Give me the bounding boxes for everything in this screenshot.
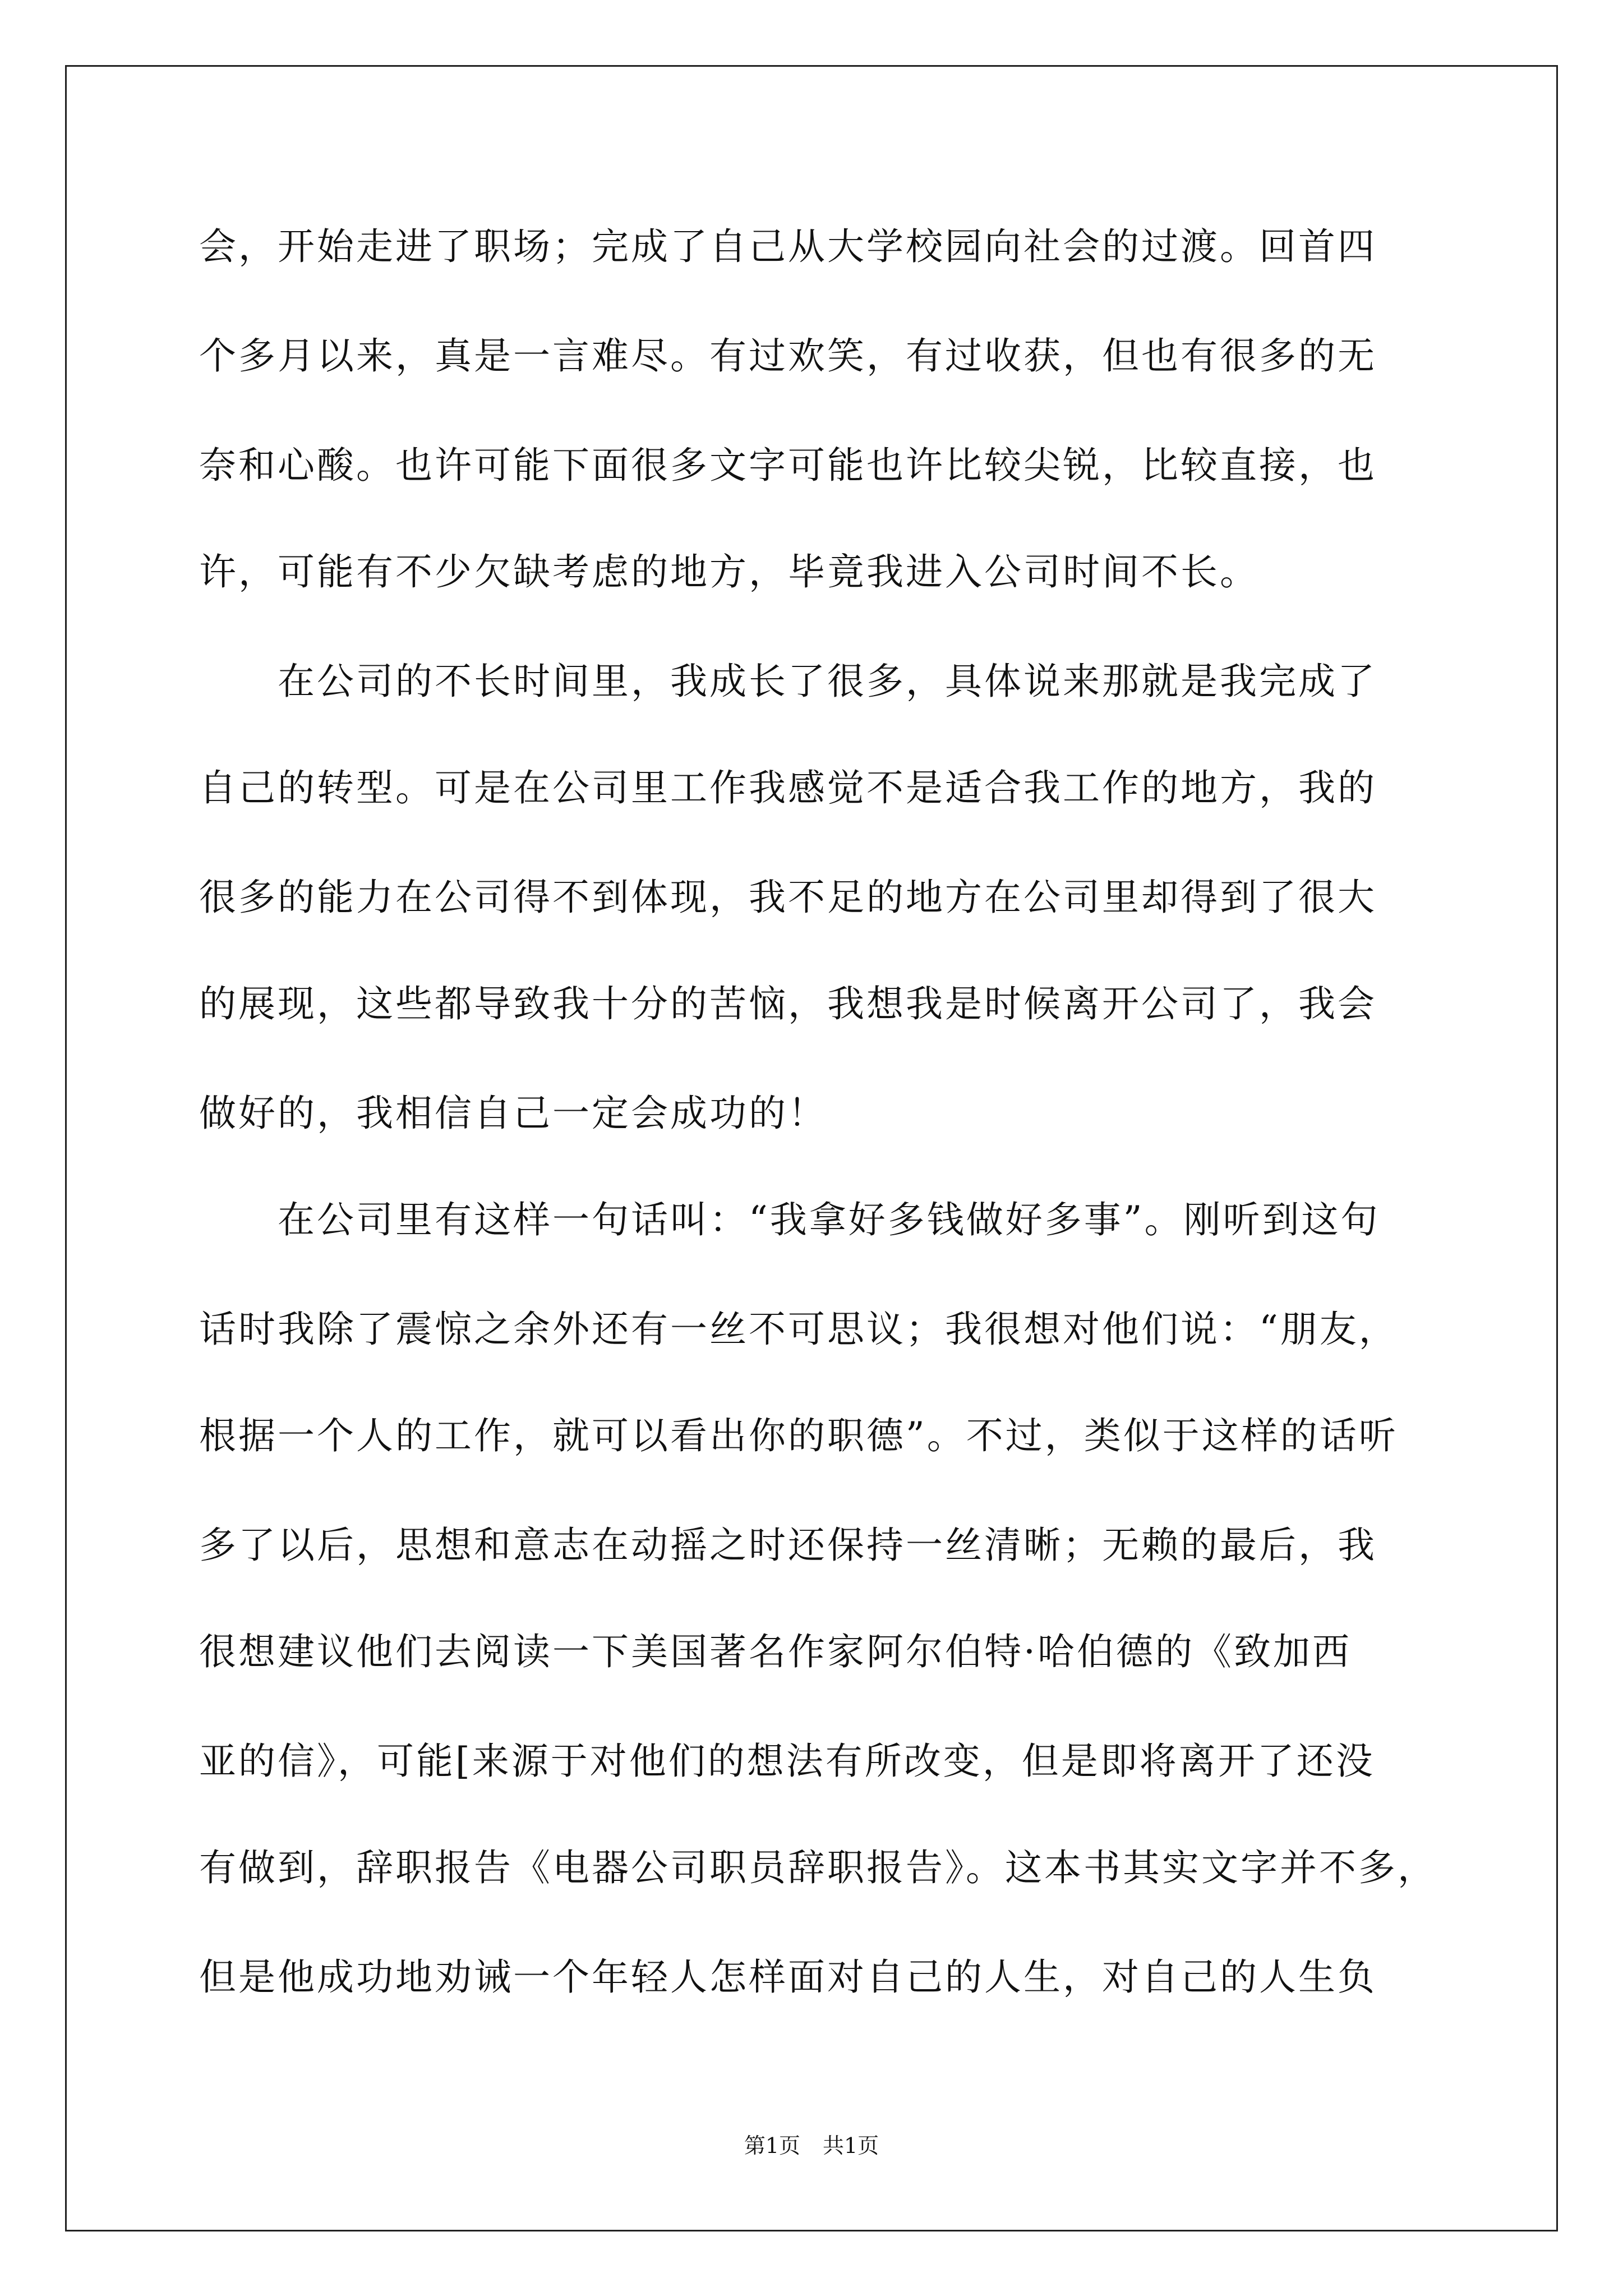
- page-footer: [0, 2132, 1623, 2160]
- body-line: 做好的，我相信自己一定会成功的！: [199, 1092, 827, 1135]
- body-line: 很想建议他们去阅读一下美国著名作家阿尔伯特·哈伯德的《致加西: [199, 1630, 1352, 1673]
- body-line: 会，开始走进了职场；完成了自己从大学校园向社会的过渡。回首四: [199, 225, 1377, 268]
- page-border: [65, 65, 1558, 2231]
- body-line: 的展现，这些都导致我十分的苦恼，我想我是时候离开公司了，我会: [199, 982, 1377, 1025]
- page-number: 第1页: [744, 2133, 800, 2158]
- body-line: 很多的能力在公司得不到体现，我不足的地方在公司里却得到了很大: [199, 876, 1377, 919]
- body-line: 根据一个人的工作，就可以看出你的职德”。不过，类似于这样的话听: [199, 1414, 1398, 1457]
- body-line: 多了以后，思想和意志在动摇之时还保持一丝清晰；无赖的最后，我: [199, 1524, 1377, 1567]
- body-line: 许，可能有不少欠缺考虑的地方，毕竟我进入公司时间不长。: [199, 550, 1259, 593]
- body-line: 话时我除了震惊之余外还有一丝不可思议；我很想对他们说：“朋友，: [199, 1308, 1398, 1351]
- body-line: 个多月以来，真是一言难尽。有过欢笑，有过收获，但也有很多的无: [199, 334, 1377, 378]
- body-line: 在公司里有这样一句话叫：“我拿好多钱做好多事”。刚听到这句: [199, 1198, 1380, 1241]
- body-line: 奈和心酸。也许可能下面很多文字可能也许比较尖锐，比较直接，也: [199, 444, 1377, 487]
- body-line: 在公司的不长时间里，我成长了很多，具体说来那就是我完成了: [199, 660, 1377, 703]
- body-line: 亚的信》，可能[来源于对他们的想法有所改变，但是即将离开了还没: [199, 1740, 1375, 1783]
- page-total: 共1页: [823, 2133, 879, 2158]
- body-line: 自己的转型。可是在公司里工作我感觉不是适合我工作的地方，我的: [199, 766, 1377, 809]
- body-line: 但是他成功地劝诫一个年轻人怎样面对自己的人生，对自己的人生负: [199, 1955, 1377, 1999]
- body-line: 有做到，辞职报告《电器公司职员辞职报告》。这本书其实文字并不多，: [199, 1846, 1437, 1889]
